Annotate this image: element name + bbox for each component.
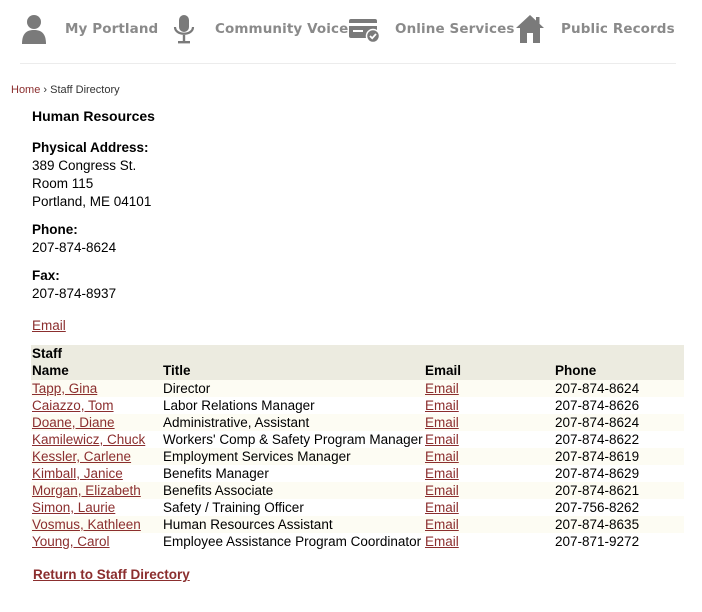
table-row xyxy=(31,380,684,397)
staff-title: Employee Assistance Program Coordinator xyxy=(163,534,422,549)
staff-name-link[interactable]: Tapp, Gina xyxy=(32,381,98,396)
staff-title: Labor Relations Manager xyxy=(163,398,315,413)
nav-label: Public Records xyxy=(561,21,675,37)
staff-title: Administrative, Assistant xyxy=(163,415,310,430)
address-block xyxy=(32,139,672,211)
breadcrumb-home-link[interactable]: Home xyxy=(11,84,41,96)
staff-title: Workers' Comp & Safety Program Manager xyxy=(163,432,423,447)
staff-email-link[interactable]: Email xyxy=(425,415,459,430)
staff-name-link[interactable]: Young, Carol xyxy=(32,534,110,549)
phone-label: Phone: xyxy=(32,222,78,237)
nav-item-online-services[interactable] xyxy=(347,12,514,46)
staff-phone: 207-874-8624 xyxy=(555,381,640,396)
table-row xyxy=(31,431,684,448)
staff-phone: 207-874-8619 xyxy=(555,449,640,464)
staff-phone: 207-874-8621 xyxy=(555,483,640,498)
staff-title: Safety / Training Officer xyxy=(163,500,304,515)
phone-value: 207-874-8624 xyxy=(32,240,117,255)
house-icon xyxy=(513,12,547,46)
nav-divider xyxy=(20,63,676,64)
staff-name-link[interactable]: Morgan, Elizabeth xyxy=(32,483,141,498)
column-header-name: Name xyxy=(32,363,69,378)
staff-name-link[interactable]: Kimball, Janice xyxy=(32,466,123,481)
person-icon xyxy=(17,12,51,46)
return-to-directory-link[interactable]: Return to Staff Directory xyxy=(33,567,190,582)
staff-phone: 207-871-9272 xyxy=(555,534,640,549)
fax-label: Fax: xyxy=(32,268,60,283)
staff-email-link[interactable]: Email xyxy=(425,483,459,498)
table-row xyxy=(31,482,684,499)
staff-title: Benefits Manager xyxy=(163,466,269,481)
staff-title: Director xyxy=(163,381,211,396)
staff-table-header xyxy=(31,345,684,380)
fax-value: 207-874-8937 xyxy=(32,286,117,301)
card-check-icon xyxy=(347,12,381,46)
nav-item-public-records[interactable] xyxy=(513,12,675,46)
table-row xyxy=(31,397,684,414)
staff-name-link[interactable]: Caiazzo, Tom xyxy=(32,398,114,413)
staff-table xyxy=(31,345,684,550)
nav-label: Online Services xyxy=(395,21,515,37)
staff-name-link[interactable]: Simon, Laurie xyxy=(32,500,116,515)
address-line: Room 115 xyxy=(32,176,94,191)
column-header-email: Email xyxy=(425,363,462,378)
staff-rows xyxy=(31,380,684,550)
staff-email-link[interactable]: Email xyxy=(425,432,459,447)
department-name: Human Resources xyxy=(32,108,155,124)
table-row xyxy=(31,516,684,533)
microphone-icon xyxy=(167,12,201,46)
department-email-link[interactable]: Email xyxy=(32,318,66,333)
staff-name-link[interactable]: Kamilewicz, Chuck xyxy=(32,432,146,447)
staff-title: Employment Services Manager xyxy=(163,449,351,464)
staff-phone: 207-874-8626 xyxy=(555,398,640,413)
nav-label: My Portland xyxy=(65,21,159,37)
top-nav xyxy=(0,0,702,62)
staff-phone: 207-874-8622 xyxy=(555,432,640,447)
staff-phone: 207-874-8629 xyxy=(555,466,640,481)
department-info xyxy=(32,107,672,335)
address-line: Portland, ME 04101 xyxy=(32,194,152,209)
nav-item-my-portland[interactable] xyxy=(17,12,158,46)
staff-caption: Staff xyxy=(32,346,62,361)
staff-email-link[interactable]: Email xyxy=(425,500,459,515)
staff-email-link[interactable]: Email xyxy=(425,449,459,464)
staff-phone: 207-874-8624 xyxy=(555,415,640,430)
staff-phone: 207-756-8262 xyxy=(555,500,640,515)
staff-email-link[interactable]: Email xyxy=(425,517,459,532)
staff-name-link[interactable]: Doane, Diane xyxy=(32,415,115,430)
table-row xyxy=(31,414,684,431)
column-header-title: Title xyxy=(163,363,191,378)
fax-block xyxy=(32,267,672,303)
phone-block xyxy=(32,221,672,257)
staff-phone: 207-874-8635 xyxy=(555,517,640,532)
staff-name-link[interactable]: Vosmus, Kathleen xyxy=(32,517,141,532)
table-row xyxy=(31,465,684,482)
nav-label: Community Voice xyxy=(215,21,349,37)
staff-email-link[interactable]: Email xyxy=(425,398,459,413)
address-label: Physical Address: xyxy=(32,140,149,155)
table-row xyxy=(31,499,684,516)
breadcrumb xyxy=(11,84,120,96)
staff-title: Benefits Associate xyxy=(163,483,274,498)
table-row xyxy=(31,533,684,550)
breadcrumb-current: Staff Directory xyxy=(50,84,120,96)
column-header-phone: Phone xyxy=(555,363,597,378)
staff-email-link[interactable]: Email xyxy=(425,534,459,549)
staff-email-link[interactable]: Email xyxy=(425,466,459,481)
table-row xyxy=(31,448,684,465)
staff-name-link[interactable]: Kessler, Carlene xyxy=(32,449,132,464)
staff-title: Human Resources Assistant xyxy=(163,517,333,532)
nav-item-community-voice[interactable] xyxy=(167,12,348,46)
address-line: 389 Congress St. xyxy=(32,158,137,173)
staff-email-link[interactable]: Email xyxy=(425,381,459,396)
breadcrumb-separator: › xyxy=(43,84,48,96)
